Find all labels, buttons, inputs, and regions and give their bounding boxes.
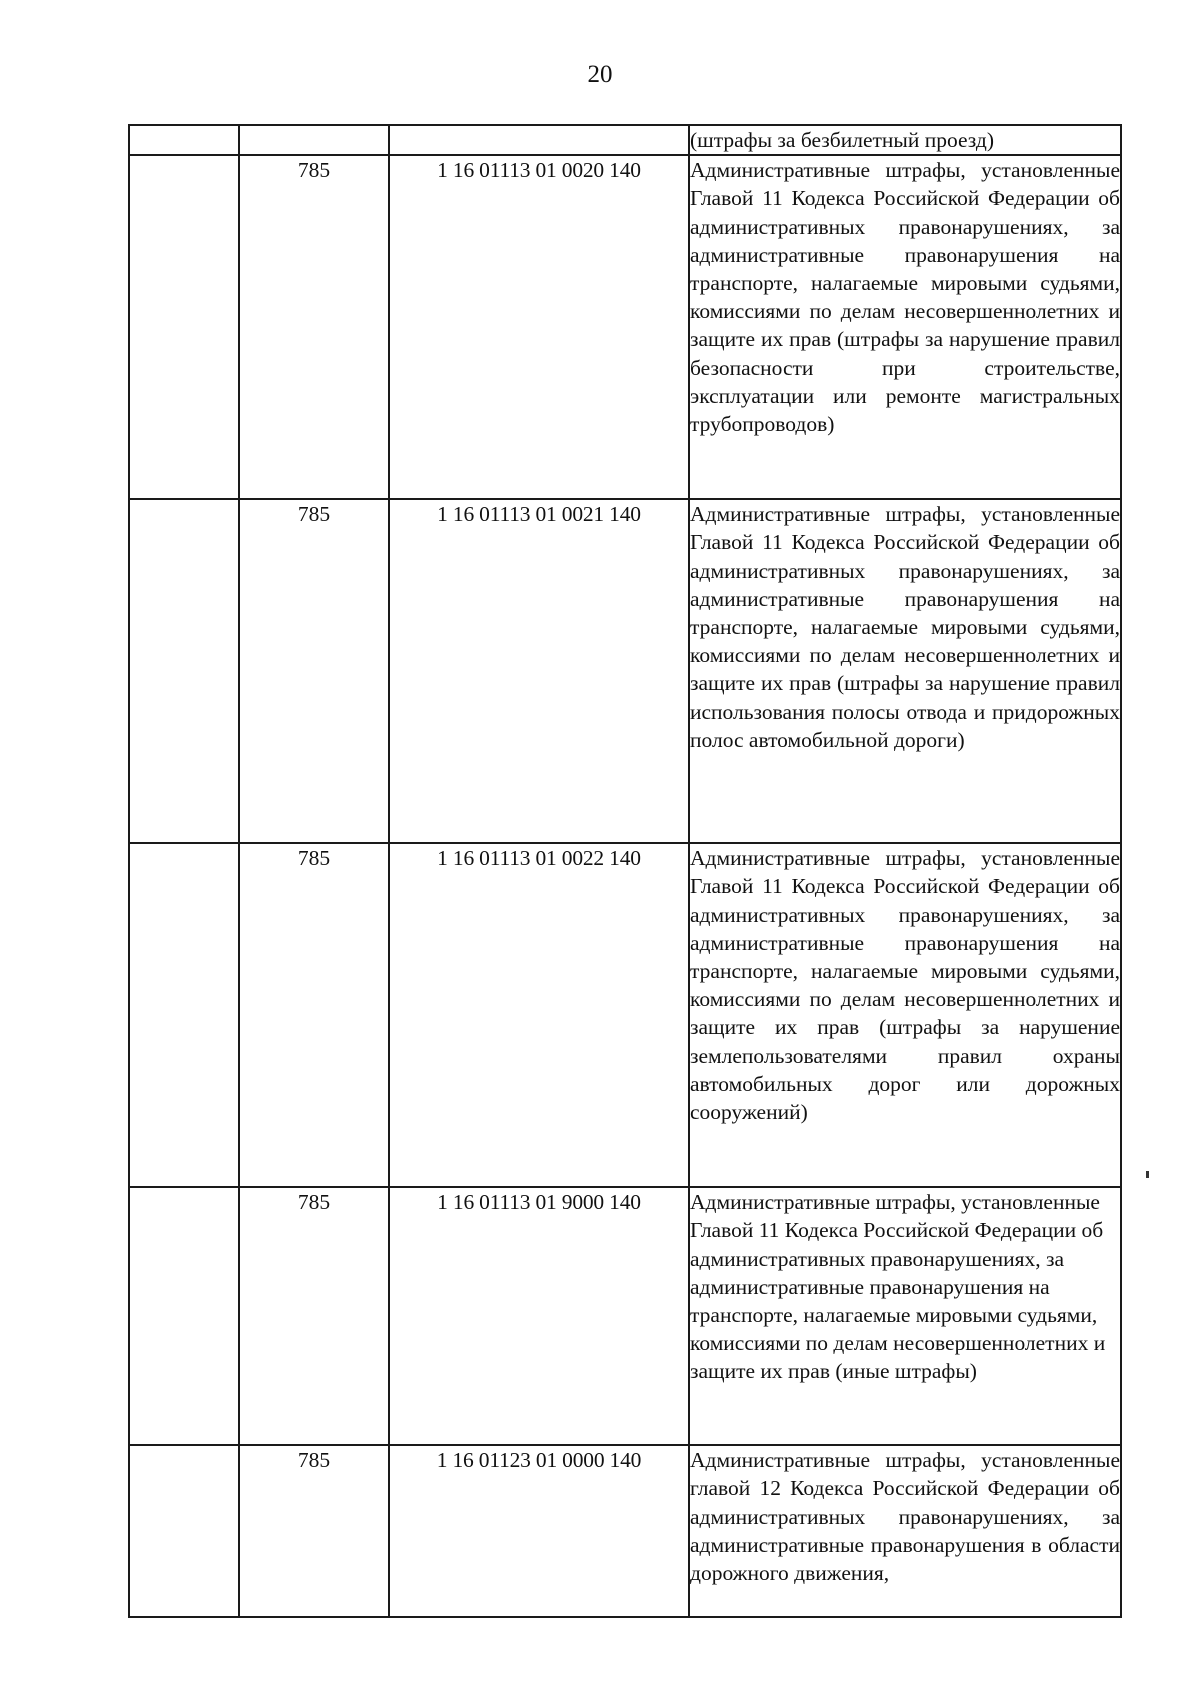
classification-code-cell: 1 16 01113 01 0022 140 bbox=[389, 843, 689, 1187]
name-cell: Административные штрафы, установленные Главой 11 Кодекса Российской Федерации об административных правонарушениях, за административные правонарушения на транспорте, налагаемые мировыми судьями, комиссиями по делам несовершеннолетних и защите их прав (иные штрафы) bbox=[689, 1187, 1121, 1445]
empty-cell bbox=[129, 1187, 239, 1445]
empty-cell bbox=[129, 499, 239, 843]
admin-code-cell: 785 bbox=[239, 1445, 389, 1617]
table-row bbox=[129, 499, 1121, 843]
classification-code-cell: 1 16 01123 01 0000 140 bbox=[389, 1445, 689, 1617]
admin-code-cell: 785 bbox=[239, 1187, 389, 1445]
admin-code-cell: 785 bbox=[239, 499, 389, 843]
name-cell: Административные штрафы, установленные Главой 11 Кодекса Российской Федерации об административных правонарушениях, за административные правонарушения на транспорте, налагаемые мировыми судьями, комиссиями по делам несовершеннолетних и защите их прав (штрафы за нарушение правил безопасности при строительстве, эксплуатации или ремонте магистральных трубопроводов) bbox=[689, 155, 1121, 499]
scan-mark bbox=[1146, 1171, 1149, 1178]
admin-code-cell: 785 bbox=[239, 155, 389, 499]
empty-cell bbox=[129, 125, 239, 155]
table-row bbox=[129, 1445, 1121, 1617]
table-row bbox=[129, 155, 1121, 499]
classification-code-cell: 1 16 01113 01 0020 140 bbox=[389, 155, 689, 499]
admin-code-cell bbox=[239, 125, 389, 155]
classification-code-cell bbox=[389, 125, 689, 155]
table-row bbox=[129, 1187, 1121, 1445]
empty-cell bbox=[129, 1445, 239, 1617]
table-row bbox=[129, 125, 1121, 155]
classification-code-cell: 1 16 01113 01 0021 140 bbox=[389, 499, 689, 843]
table-row bbox=[129, 843, 1121, 1187]
empty-cell bbox=[129, 155, 239, 499]
name-cell: (штрафы за безбилетный проезд) bbox=[689, 125, 1121, 155]
admin-code-cell: 785 bbox=[239, 843, 389, 1187]
name-cell: Административные штрафы, установленные Главой 11 Кодекса Российской Федерации об административных правонарушениях, за административные правонарушения на транспорте, налагаемые мировыми судьями, комиссиями по делам несовершеннолетних и защите их прав (штрафы за нарушение правил использования полосы отвода и придорожных полос автомобильной дороги) bbox=[689, 499, 1121, 843]
name-cell: Административные штрафы, установленные главой 12 Кодекса Российской Федерации об административных правонарушениях, за административные правонарушения в области дорожного движения, bbox=[689, 1445, 1121, 1617]
name-cell: Административные штрафы, установленные Главой 11 Кодекса Российской Федерации об административных правонарушениях, за административные правонарушения на транспорте, налагаемые мировыми судьями, комиссиями по делам несовершеннолетних и защите их прав (штрафы за нарушение землепользователями правил охраны автомобильных дорог или дорожных сооружений) bbox=[689, 843, 1121, 1187]
empty-cell bbox=[129, 843, 239, 1187]
classification-table bbox=[128, 124, 1122, 1618]
classification-code-cell: 1 16 01113 01 9000 140 bbox=[389, 1187, 689, 1445]
page-number: 20 bbox=[587, 61, 613, 88]
